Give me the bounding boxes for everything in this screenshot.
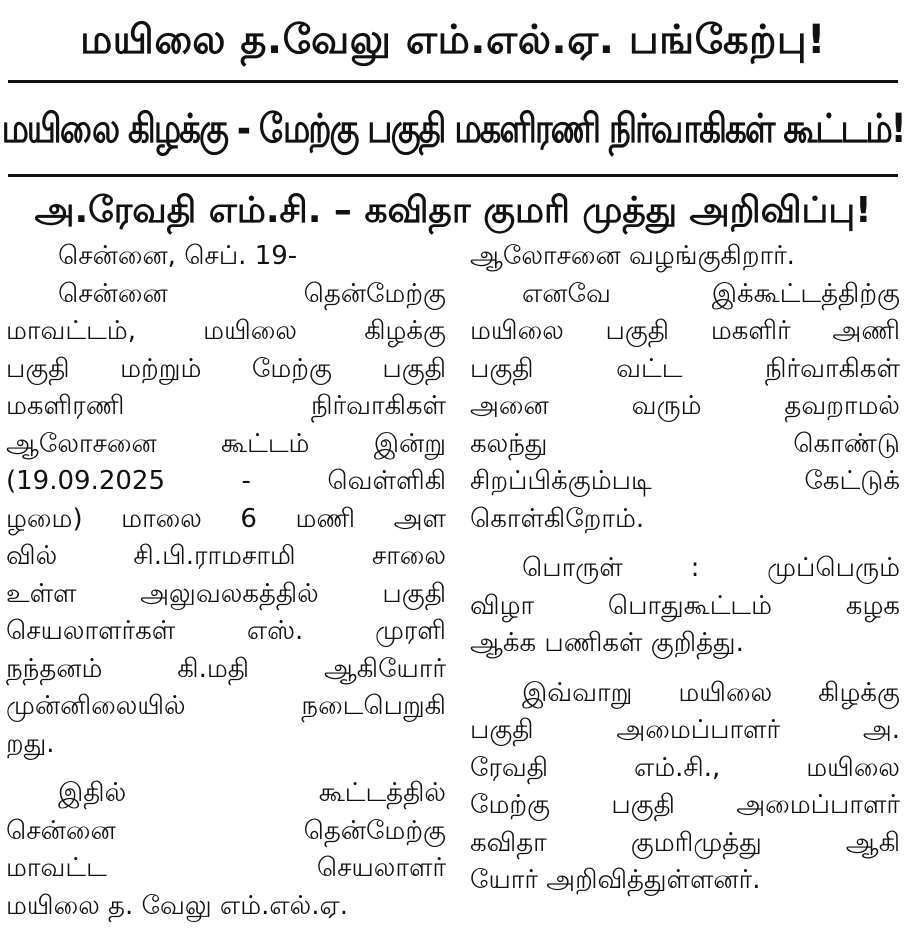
body-line: எனவே இக்கூட்டத்திற்கு xyxy=(522,278,900,309)
dateline: சென்னை, செப். 19- xyxy=(58,241,298,271)
body-line: பொருள் : முப்பெரும் xyxy=(522,553,900,583)
body-line: உள்ள அலுவலகத்தில் பகுதி xyxy=(6,578,446,609)
body-line: ஆலோசனை கூட்டம் இன்று xyxy=(6,428,446,459)
body-line: சென்னை தென்மேற்கு xyxy=(6,815,446,846)
body-line: மயிலை பகுதி மகளிர் அணி xyxy=(470,316,900,346)
headline-line-1: மயிலை த.வேலு எம்.எல்.ஏ. பங்கேற்பு! xyxy=(80,17,826,63)
paragraph-gap xyxy=(6,763,446,775)
body-line: அனை வரும் தவறாமல் xyxy=(470,391,900,421)
body-line: முன்னிலையில் நடைபெறுகி xyxy=(6,691,446,721)
article-right-column xyxy=(470,238,900,900)
body-line: பகுதி அமைப்பாளர் அ. xyxy=(470,715,900,745)
body-line: ரேவதி எம்.சி., மயிலை xyxy=(470,752,900,783)
body-line: றது. xyxy=(6,728,55,759)
headline-line-2: மயிலை கிழக்கு - மேற்கு பகுதி மகளிரணி நிர்வாகிகள் கூட்டம்! xyxy=(1,105,905,153)
body-line: யோர் அறிவித்துள்ளனர். xyxy=(470,865,761,895)
body-line: பகுதி வட்ட நிர்வாகிகள் xyxy=(470,353,900,384)
body-line: நந்தனம் கி.மதி ஆகியோர் xyxy=(6,653,446,684)
body-line: மகளிரணி நிர்வாகிகள் xyxy=(6,391,446,421)
body-line: கலந்து கொண்டு xyxy=(470,428,900,459)
paragraph-gap xyxy=(470,538,900,550)
body-line: மேற்கு பகுதி அமைப்பாளர் xyxy=(470,790,900,820)
body-line: ஆலோசனை வழங்குகிறார். xyxy=(470,241,795,271)
body-line: வில் சி.பி.ராமசாமி சாலை xyxy=(6,541,446,571)
body-line: சிறப்பிக்கும்படி கேட்டுக் xyxy=(470,466,900,496)
article-left-column xyxy=(6,238,446,925)
body-line: இதில் கூட்டத்தில் xyxy=(58,778,446,808)
paragraph-gap xyxy=(470,663,900,675)
body-line: ழமை) மாலை 6 மணி அள xyxy=(6,503,446,534)
headline-line-3: அ.ரேவதி எம்.சி. – கவிதா குமரி முத்து அறிவிப்பு! xyxy=(34,190,872,231)
body-line: பகுதி மற்றும் மேற்கு பகுதி xyxy=(6,353,446,384)
body-line: (19.09.2025 - வெள்ளிகி xyxy=(6,466,446,496)
body-line: கவிதா குமரிமுத்து ஆகி xyxy=(470,827,900,858)
body-line: மாவட்டம், மயிலை கிழக்கு xyxy=(6,316,446,346)
body-line: விழா பொதுகூட்டம் கழக xyxy=(470,590,900,621)
body-line: செயலாளர்கள் எஸ். முரளி xyxy=(6,616,446,646)
body-line: சென்னை தென்மேற்கு xyxy=(58,278,446,309)
body-line: ஆக்க பணிகள் குறித்து. xyxy=(470,628,744,658)
body-line: மாவட்ட செயலாளர் xyxy=(6,853,446,883)
body-line: இவ்வாறு மயிலை கிழக்கு xyxy=(522,677,900,708)
headline-divider-bottom xyxy=(8,174,898,177)
body-line: கொள்கிறோம். xyxy=(470,503,645,534)
body-line: மயிலை த. வேலு எம்.எல்.ஏ. xyxy=(6,890,349,921)
